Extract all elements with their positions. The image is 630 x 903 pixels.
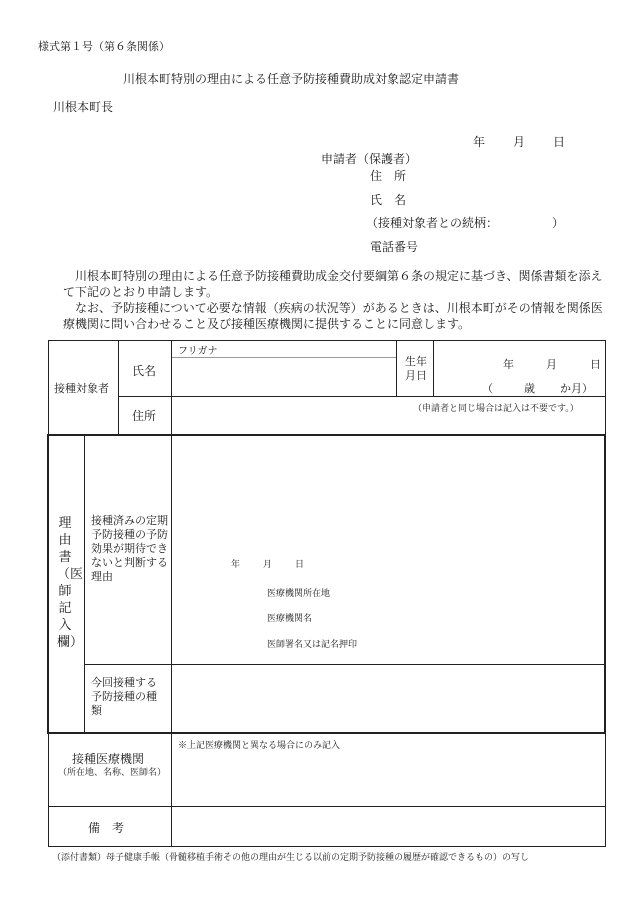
applicant-phone-label: 電話番号 xyxy=(370,240,419,254)
vaccination-clinic-note: ※上記医療機関と異なる場合にのみ記入 xyxy=(178,741,341,751)
applicant-relation-label: （接種対象者との続柄： ） xyxy=(366,216,565,230)
age-months: か月） xyxy=(560,382,593,395)
birth-year: 年 xyxy=(503,358,514,371)
cert-year: 年 xyxy=(231,560,241,570)
page-title: 川根本町特別の理由による任意予防接種費助成対象認定申請書 xyxy=(123,72,460,86)
consent-paragraph: なお、予防接種について必要な情報（疾病の状況等）があるときは、川根本町がその情報を関係医療機関に問い合わせること及び接種医療機関に提供することに同意します。 xyxy=(63,301,603,331)
age-open: （ xyxy=(482,382,493,395)
birth-day: 日 xyxy=(590,358,601,371)
birth-month: 月 xyxy=(546,358,557,371)
furigana-label: フリガナ xyxy=(178,346,218,357)
vaccination-clinic-sub: （所在地、名称、医師名） xyxy=(58,768,167,778)
applicant-address-label: 住 所 xyxy=(370,169,407,183)
cert-month: 月 xyxy=(263,560,273,570)
subject-name-field[interactable] xyxy=(178,360,394,394)
date-day: 日 xyxy=(553,135,566,149)
vaccine-type-label: 今回接種する予防接種の種類 xyxy=(91,676,157,717)
subject-name-label: 氏名 xyxy=(132,364,157,378)
date-year: 年 xyxy=(473,135,486,149)
address-note: （申請者と同じ場合は記入は不要です。） xyxy=(413,404,579,414)
cert-day: 日 xyxy=(295,560,305,570)
doctor-sign-label: 医師署名又は記名押印 xyxy=(267,640,358,650)
age-years: 歳 xyxy=(524,382,535,395)
clinic-name-label: 医療機関名 xyxy=(267,614,313,624)
form-number: 様式第１号（第６条関係） xyxy=(38,40,170,53)
applicant-heading: 申請者（保護者） xyxy=(321,152,418,166)
date-month: 月 xyxy=(513,135,526,149)
remarks-label: 備 考 xyxy=(88,821,125,835)
subject-label: 接種対象者 xyxy=(54,382,109,395)
clinic-address-label: 医療機関所在地 xyxy=(267,589,331,599)
addressee: 川根本町長 xyxy=(53,100,114,114)
attachment-note: （添付書類）母子健康手帳（骨髄移植手術その他の理由が生じる以前の定期予防接種の履歴が確認できるもの）の写し xyxy=(52,853,530,863)
request-paragraph: 川根本町特別の理由による任意予防接種費助成金交付要綱第６条の規定に基づき、関係書類を添えて下記のとおり申請します。 xyxy=(63,269,603,299)
birth-date-label: 生年月日 xyxy=(405,355,427,382)
vaccination-clinic-label: 接種医療機関 xyxy=(72,752,145,766)
reason-section-label: 理由書（医師記入欄） xyxy=(57,516,84,650)
subject-address-label: 住所 xyxy=(132,409,157,423)
reason-label: 接種済みの定期予防接種の予防効果が期待できないと判断する理由 xyxy=(91,514,168,583)
applicant-name-label: 氏 名 xyxy=(370,193,407,207)
